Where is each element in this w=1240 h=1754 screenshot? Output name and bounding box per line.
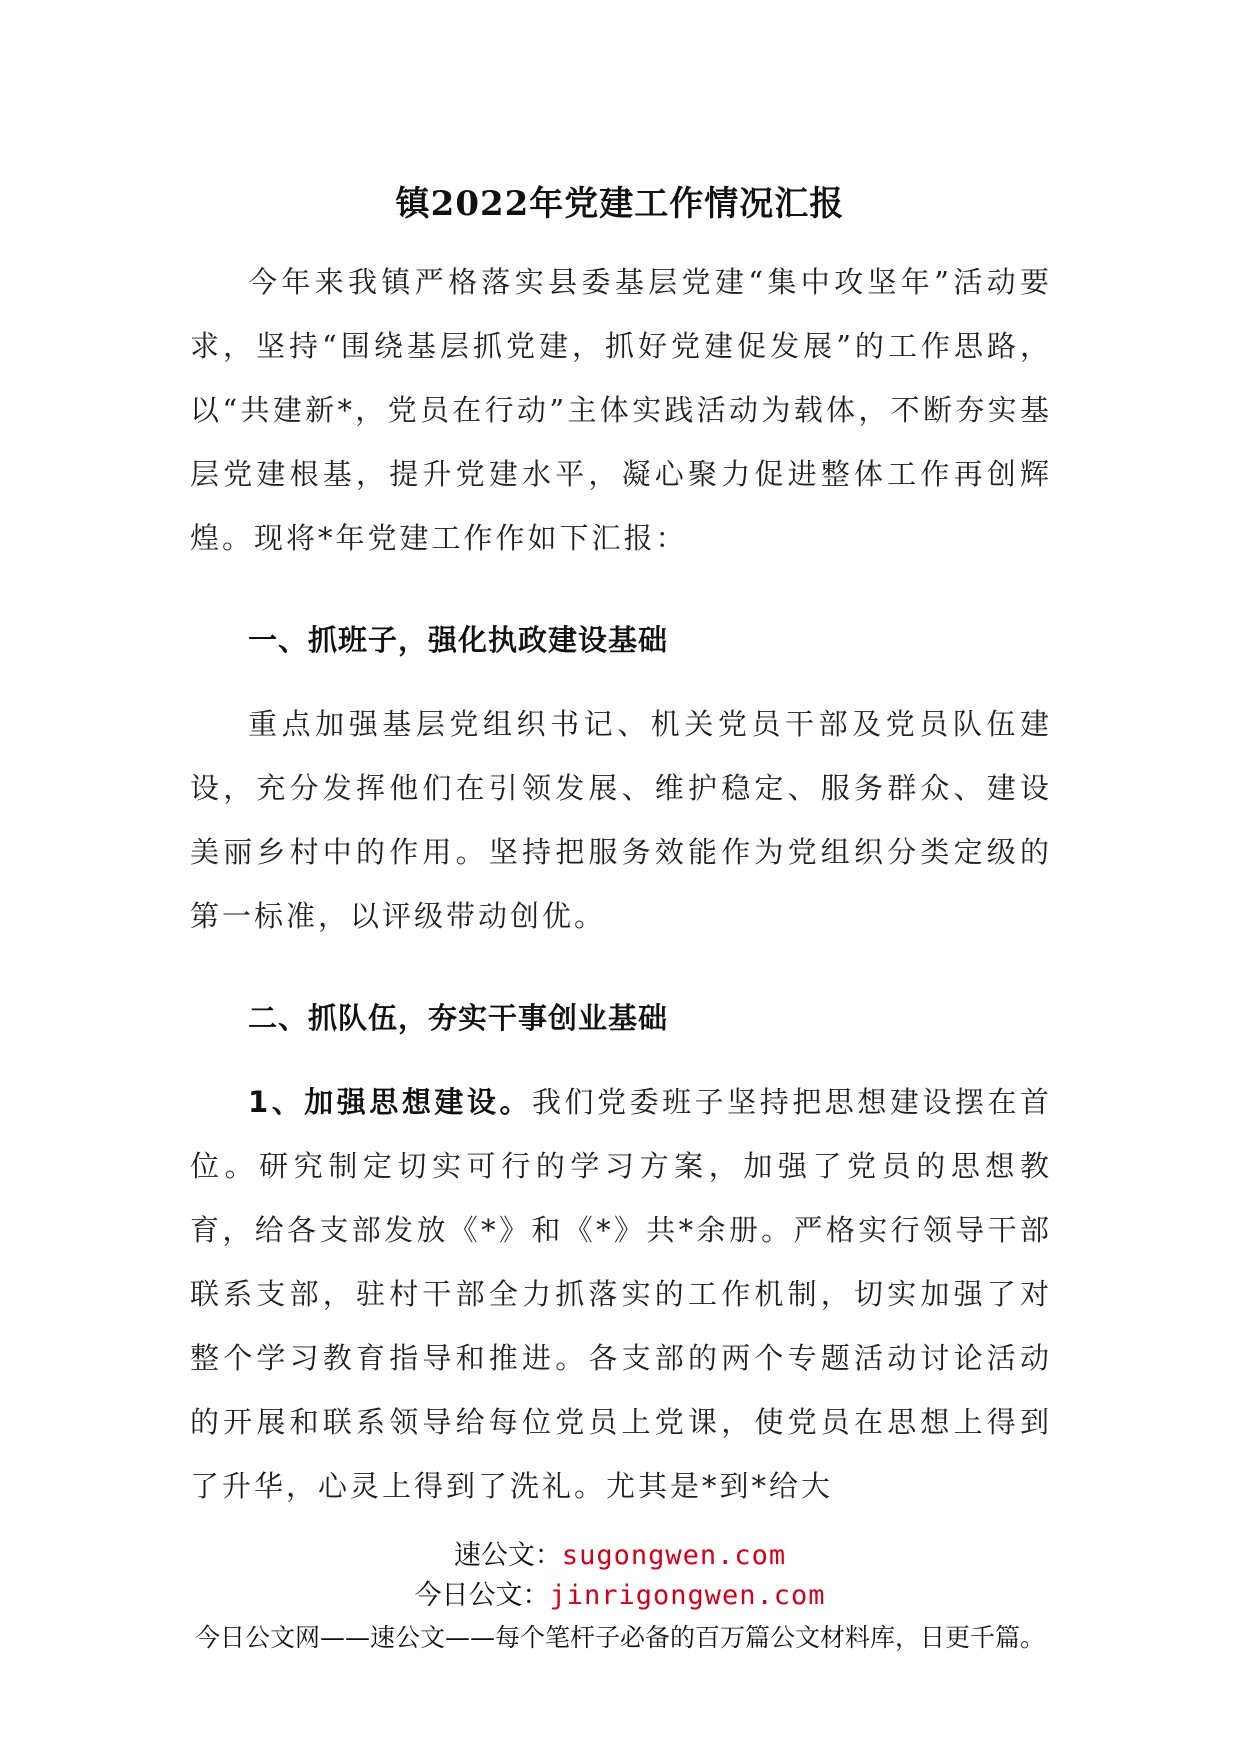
footer-link-jinrigongwen[interactable]: jinrigongwen.com <box>549 1580 826 1611</box>
intro-paragraph: 今年来我镇严格落实县委基层党建“集中攻坚年”活动要求，坚持“围绕基层抓党建，抓好党建促发展”的工作思路，以“共建新*，党员在行动”主体实践活动为载体，不断夯实基层党建根基，提升党建水平，凝心聚力促进整体工作再创辉煌。现将*年党建工作作如下汇报： <box>190 265 1052 555</box>
footer-line-jinrigongwen <box>0 1576 1240 1616</box>
section2-paragraph <box>190 1070 1052 1518</box>
spacer <box>190 570 1052 590</box>
item1-text: 我们党委班子坚持把思想建设摆在首位。研究制定切实可行的学习方案，加强了党员的思想教育，给各支部发放《*》和《*》共*余册。严格实行领导干部联系支部，驻村干部全力抓落实的工作机制，切实加强了对整个学习教育指导和推进。各支部的两个专题活动讨论活动的开展和联系领导给每位党员上党课，使党员在思想上得到了升华，心灵上得到了洗礼。尤其是*到*给大 <box>190 1085 1052 1503</box>
footer <box>0 1536 1240 1658</box>
section1-heading: 一、抓班子，强化执政建设基础 <box>248 623 669 657</box>
footer-label-jinrigongwen: 今日公文： <box>414 1580 550 1611</box>
document-title: 镇2022年党建工作情况汇报 <box>395 184 845 224</box>
footer-label-sugongwen: 速公文： <box>453 1540 562 1571</box>
footer-tagline: 今日公文网——速公文——每个笔杆子必备的百万篇公文材料库，日更千篇。 <box>194 1623 1045 1652</box>
footer-line-sugongwen <box>0 1536 1240 1576</box>
spacer <box>190 948 1052 968</box>
item1-lead: 1、加强思想建设。 <box>248 1085 532 1119</box>
section2-heading: 二、抓队伍，夯实干事创业基础 <box>248 1001 669 1035</box>
document-body <box>190 250 1052 1518</box>
section1-paragraph: 重点加强基层党组织书记、机关党员干部及党员队伍建设，充分发挥他们在引领发展、维护稳定、服务群众、建设美丽乡村中的作用。坚持把服务效能作为党组织分类定级的第一标准，以评级带动创优。 <box>190 707 1052 933</box>
footer-link-sugongwen[interactable]: sugongwen.com <box>561 1540 787 1571</box>
